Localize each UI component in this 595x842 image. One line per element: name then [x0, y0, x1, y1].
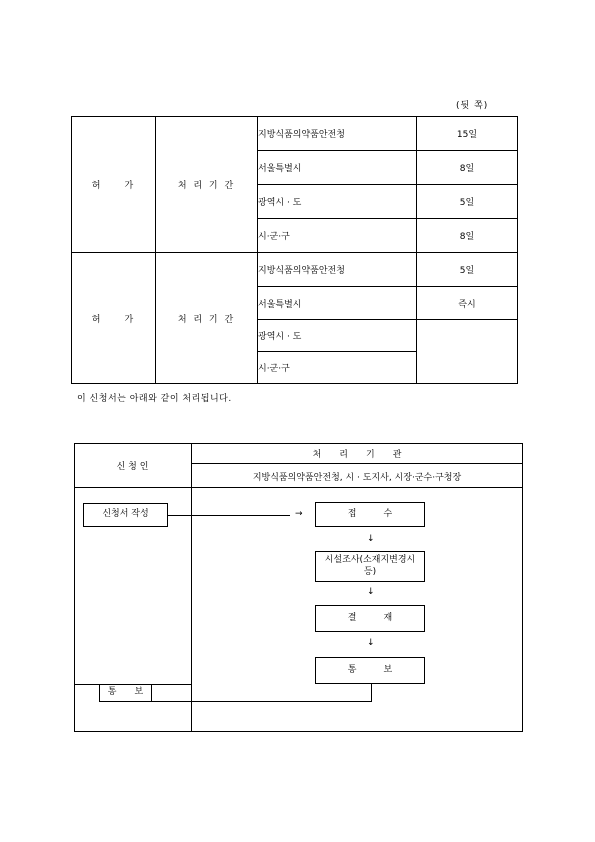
- period-cell: 8일: [417, 219, 518, 253]
- agency-header: 처 리 기 관: [312, 450, 402, 460]
- period-label-cell: 처 리 기 간: [156, 253, 258, 384]
- applicant-header: 신 청 인: [116, 462, 149, 472]
- org-cell: 지방식품의약품안전청: [258, 253, 417, 287]
- return-line: [152, 701, 372, 702]
- org-cell: 서울특별시: [258, 151, 417, 185]
- arrow-down-icon: ↓: [367, 587, 375, 597]
- applicant-notify-box: 통 보: [99, 684, 152, 702]
- org-cell: 시·군·구: [258, 219, 417, 253]
- processing-note: 이 신청서는 아래와 같이 처리됩니다.: [77, 394, 232, 404]
- org-cell: 광역시 · 도: [258, 320, 417, 352]
- return-line: [371, 684, 372, 701]
- period-cell: 즉시: [417, 287, 518, 320]
- org-cell: 광역시 · 도: [258, 185, 417, 219]
- receive-box: 접 수: [315, 502, 425, 527]
- agency-sub: 지방식품의약품안전청, 시 · 도지사, 시장·군수·구청장: [252, 473, 462, 483]
- arrow-right-icon: →: [295, 509, 303, 519]
- inspection-box: 시설조사(소재지변경시 등): [315, 551, 425, 582]
- period-cell: 15일: [417, 117, 518, 151]
- write-application-box: 신청서 작성: [83, 503, 168, 527]
- period-cell: 5일: [417, 253, 518, 287]
- arrow-down-icon: ↓: [367, 638, 375, 648]
- header-bottom: [191, 487, 523, 488]
- applicant-header-bottom: [74, 487, 191, 488]
- period-cell: 8일: [417, 151, 518, 185]
- notify-box: 통 보: [315, 657, 425, 684]
- category-cell: 허 가: [72, 253, 156, 384]
- approval-box: 결 재: [315, 605, 425, 632]
- org-cell: 서울특별시: [258, 287, 417, 320]
- arrow-down-icon: ↓: [367, 534, 375, 544]
- header-divider: [191, 463, 523, 464]
- page-label: (뒷 쪽): [456, 101, 489, 111]
- org-cell: 시·군·구: [258, 352, 417, 384]
- connector-line: [168, 515, 290, 516]
- period-cell: 5일: [417, 185, 518, 219]
- org-cell: 지방식품의약품안전청: [258, 117, 417, 151]
- period-label-cell: 처 리 기 간: [156, 117, 258, 253]
- category-cell: 허 가: [72, 117, 156, 253]
